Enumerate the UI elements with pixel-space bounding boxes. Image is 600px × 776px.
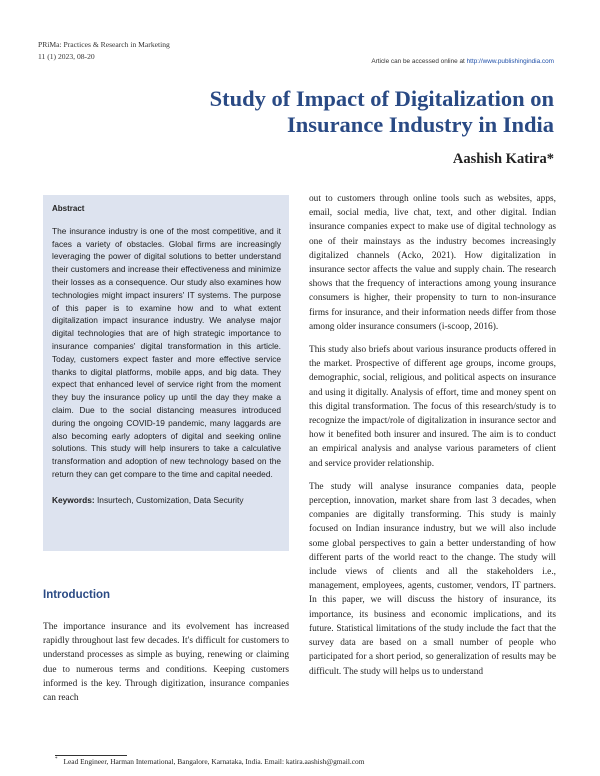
intro-paragraph-1: The importance insurance and its evolvement has increased rapidly throughout last few decades. It's difficult for customers to understand processes as simple as buying, renewing or claiming due to numerous terms and conditions. Keeping customers informed is the key. Through digitization, insurance companies can reach: [43, 622, 289, 704]
author-name: Aashish Katira*: [452, 151, 554, 167]
title-line-2: Insurance Industry in India: [287, 112, 554, 137]
journal-issue: 11 (1) 2023, 08-20: [38, 52, 95, 61]
footnote-text: Lead Engineer, Harman International, Bangalore, Karnataka, India. Email: katira.aashish@gmail.com: [63, 757, 365, 766]
keywords-label: Keywords:: [52, 494, 95, 505]
left-column-body: [43, 620, 289, 714]
abstract-text: The insurance industry is one of the most competitive, and it faces a variety of obstacles. Global firms are increasingly leveraging the power of digital solutions to better understand their customers and increase their effectiveness and minimize their losses as a consequence. Our study also examines how technologies might impact insurers' IT systems. The purpose of this paper is to examine how and to what extent digitalization impact insurance industry. We analyse major digital technologies that are of high strategic importance to insurance companies' digital transformation in this article. Today, customers expect faster and more effective service thanks to digital platforms, mobile apps, and big data. They expect that enhanced level of service right from the moment they buy the insurance policy up until the day they make a claim. Due to the social distancing measures introduced during the ongoing COVID-19 pandemic, many laggards are also becoming early adopters of digital and seeking online solutions. This study will help insurers to take a calculative transformation and adoption of new technology based on the return they can get compare to the time and capital needed.: [52, 225, 281, 479]
right-column-body: [309, 192, 556, 688]
abstract-box: [43, 195, 289, 551]
footnote-marker: *: [55, 757, 58, 762]
abstract-heading: Abstract: [52, 204, 85, 213]
journal-citation: [38, 39, 170, 63]
footnote-divider: [55, 755, 127, 756]
intro-paragraph-4: The study will analyse insurance companies data, people perception, innovation, market share from last 3 decades, when companies are digitally transforming. This study is mainly focused on Indian insurance industry, but we will also include some global perspectives to gain a better understanding of how different parts of the world react to the change. The study will include views of clients and all the stakeholders i.e., management, employees, agents, customer, vendors, IT partners. In this paper, we will discuss the history of insurance, its importance, its business and economic implications, and its future. Statistical limitations of the study include the fact that the survey data are based on a small number of people who participated for a short period, so generalization of results may be difficult. The study will helps us to understand: [309, 481, 556, 677]
access-text: Article can be accessed online at: [371, 58, 467, 65]
introduction-heading: Introduction: [43, 589, 111, 601]
intro-paragraph-2: out to customers through online tools such as websites, apps, email, social media, live chat, text, and other digital. Indian insurance companies expect to make use of digital technology as one of their mainstays as the industry becomes increasingly digitalized channels (Acko, 2021). How digitalization in insurance sector affects the value and supply chain. The research shows that the frequency of interactions among young insurance consumers is higher, their propensity to turn to non-insurance firms for insurance, and their information needs differ from those among older insurance consumers (i-scoop, 2016).: [309, 194, 556, 332]
footnote: [55, 757, 365, 766]
paper-title: [94, 86, 554, 138]
title-line-1: Study of Impact of Digitalization on: [209, 86, 554, 111]
access-note: [371, 58, 554, 65]
keywords: [52, 494, 281, 507]
journal-name: PRiMa: Practices & Research in Marketing: [38, 40, 170, 49]
intro-paragraph-3: This study also briefs about various insurance products offered in the market. Prospective of different age groups, income groups, demographic, social, religious, and political aspects on insurance and using it digitally. Analysis of effort, time and money spent on this digital transformation. The focus of this research/study is to recognize the impact/role of digitalization in insurance sector and how it benefited both insurer and insured. The aim is to conduct an empirical analysis and analyse various parameters of client and service provider relationship.: [309, 345, 556, 469]
keywords-list: Insurtech, Customization, Data Security: [96, 494, 244, 505]
publisher-link[interactable]: http://www.publishingindia.com: [466, 58, 554, 65]
